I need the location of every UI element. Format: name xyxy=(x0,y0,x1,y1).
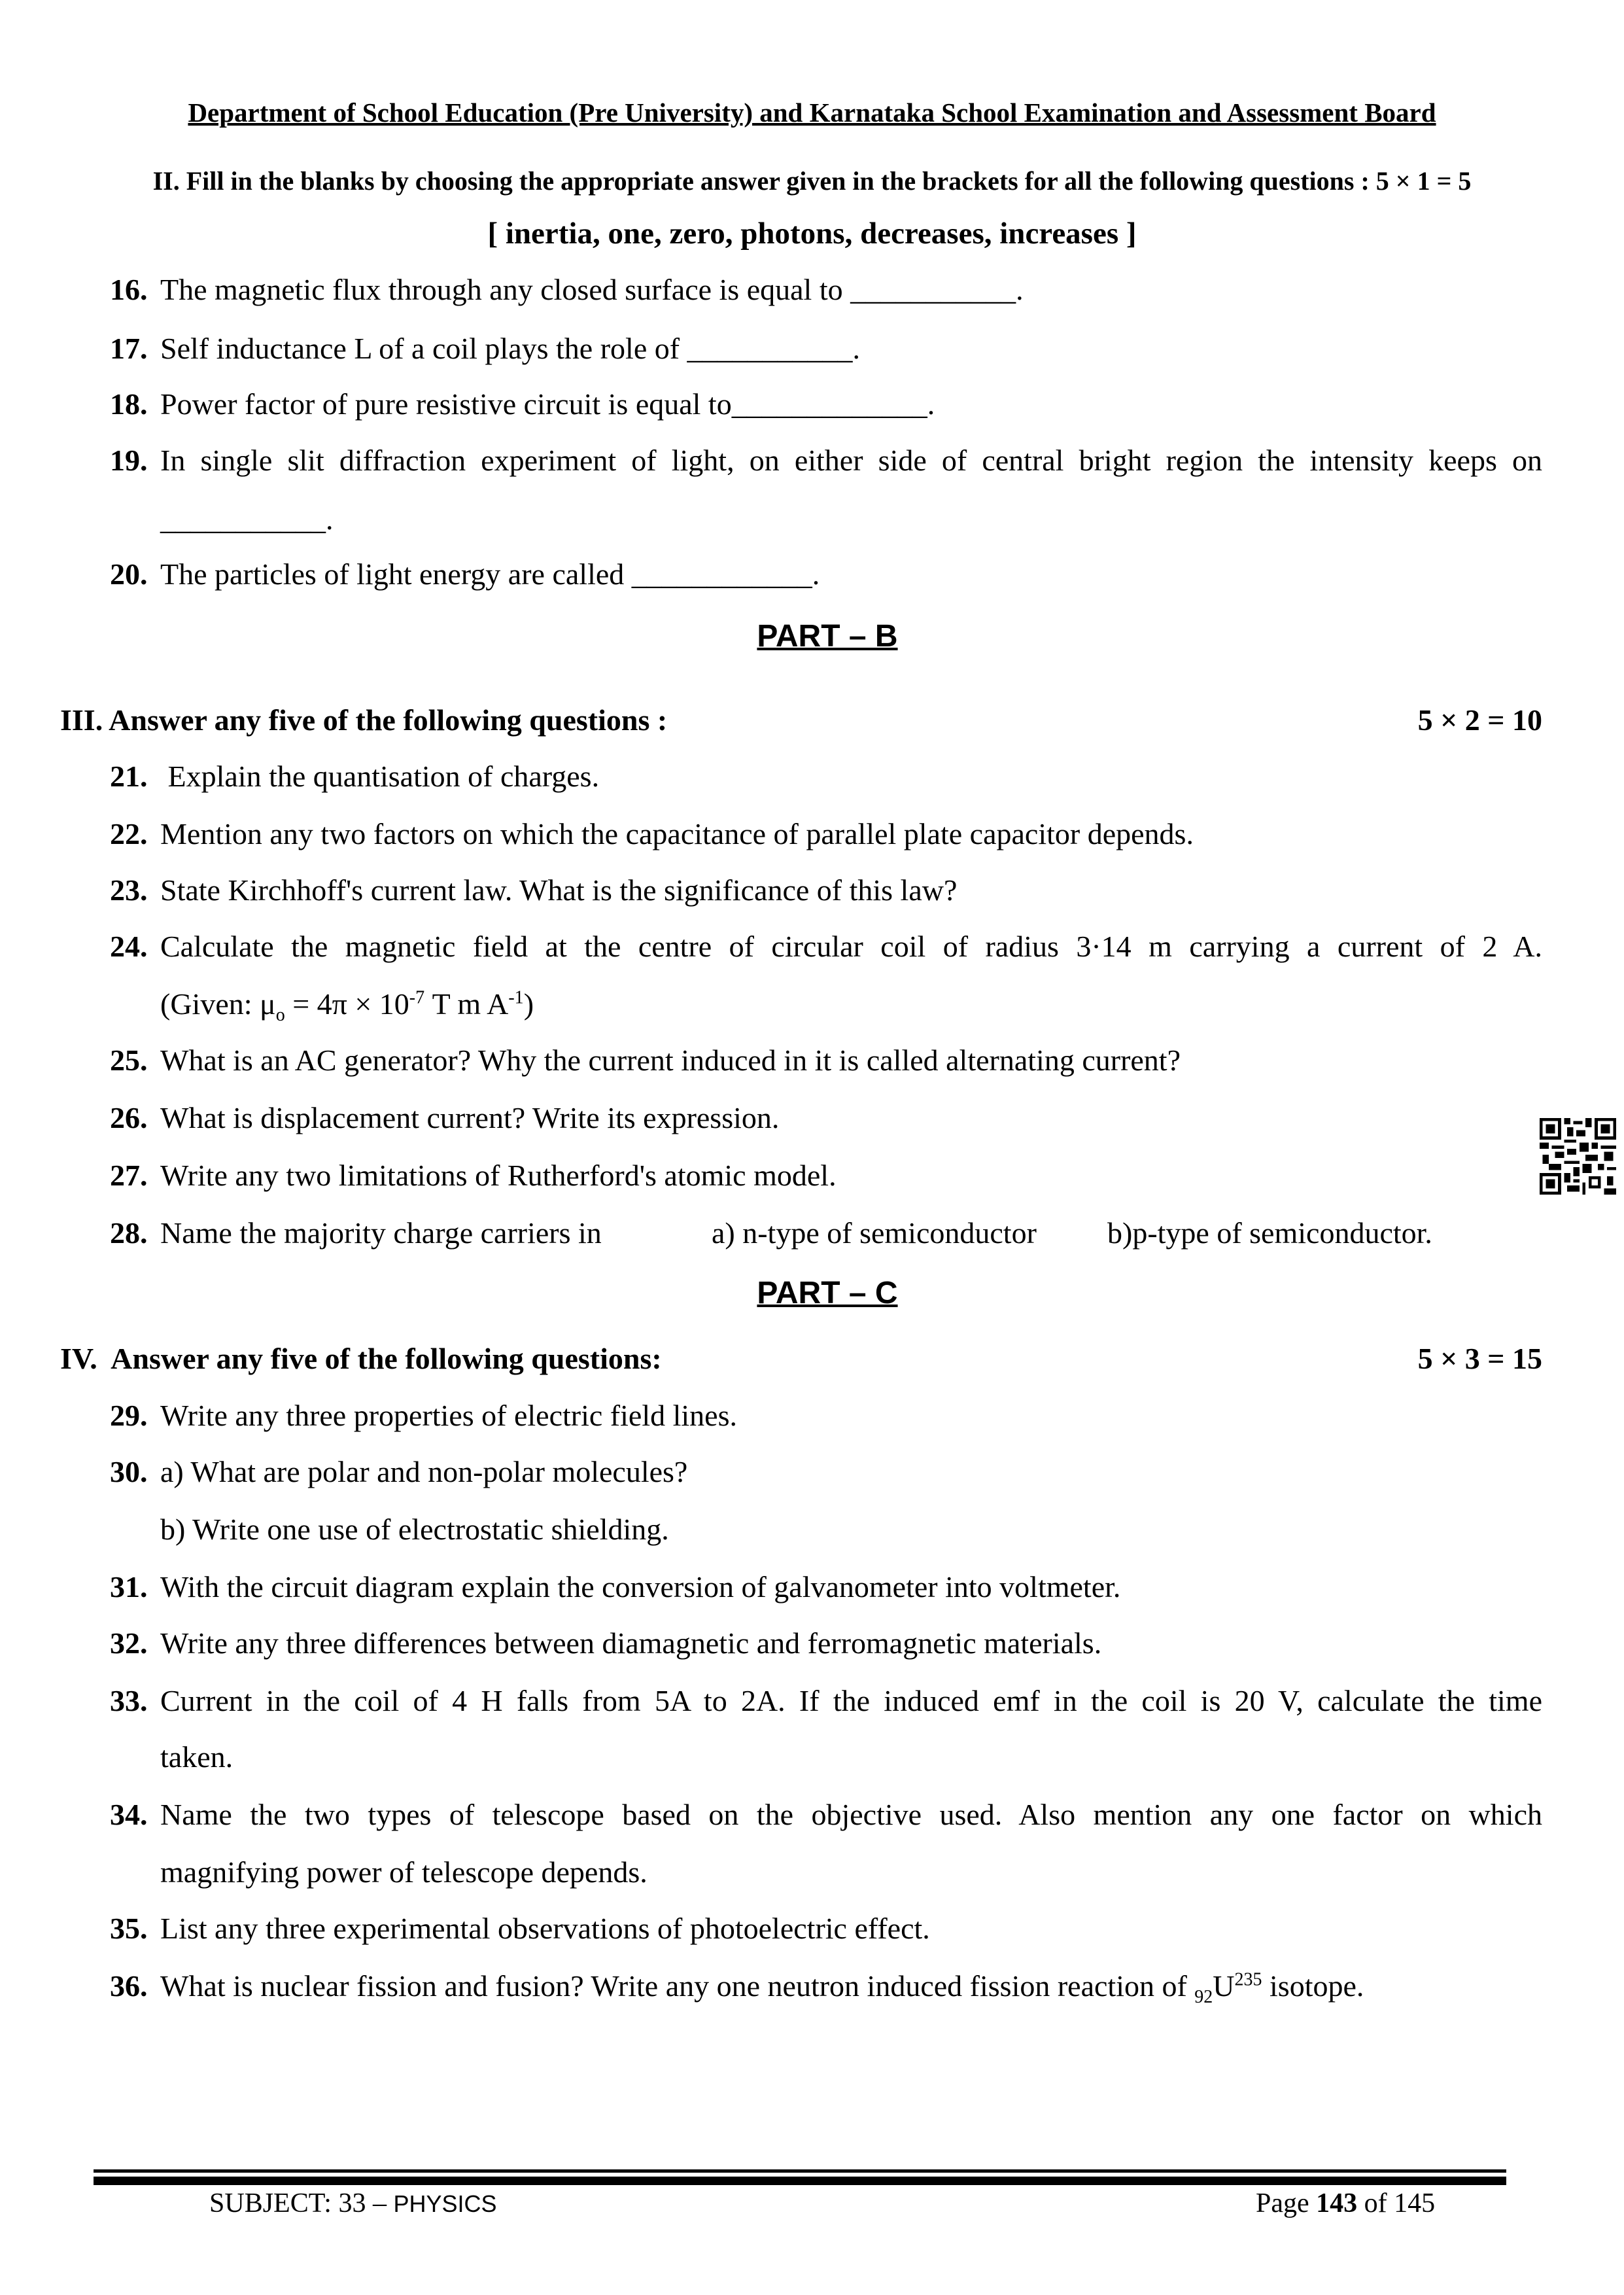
part-b-heading: PART – B xyxy=(757,619,898,654)
question-34-cont: magnifying power of telescope depends. xyxy=(160,1855,648,1889)
question-26: 26. What is displacement current? Write its expression. xyxy=(110,1101,780,1134)
question-23: 23. State Kirchhoff's current law. What is the significance of this law? xyxy=(110,873,958,907)
section-iii-row: III. Answer any five of the following questions : 5 × 2 = 10 xyxy=(60,703,1542,737)
question-19-cont: ___________. xyxy=(160,502,334,536)
question-32: 32. Write any three differences between diamagnetic and ferromagnetic materials. xyxy=(110,1626,1102,1660)
question-25: 25. What is an AC generator? Why the current induced in it is called alternating current? xyxy=(110,1043,1181,1077)
footer-rule-thin xyxy=(94,2169,1506,2173)
footer-subject: SUBJECT: 33 – PHYSICS xyxy=(209,2188,497,2218)
question-35: 35. List any three experimental observations of photoelectric effect. xyxy=(110,1912,930,1945)
question-30: 30. a) What are polar and non-polar molecules? xyxy=(110,1455,688,1488)
question-18: 18. Power factor of pure resistive circuit is equal to_____________. xyxy=(110,387,935,421)
answer-choices: [ inertia, one, zero, photons, decreases, increases ] xyxy=(487,217,1137,251)
question-36: 36. What is nuclear fission and fusion? Write any one neutron induced fission reaction of $_{92}U^{235}$ isotope. xyxy=(110,1969,1364,2008)
question-30-b: b) Write one use of electrostatic shielding. xyxy=(160,1513,669,1546)
question-33-cont: taken. xyxy=(160,1740,233,1774)
question-19: 19. In single slit diffraction experiment of light, on either side of central bright region the intensity keeps on xyxy=(110,444,1542,477)
question-29: 29. Write any three properties of electric field lines. xyxy=(110,1399,737,1432)
section-ii-title: II. Fill in the blanks by choosing the appropriate answer given in the brackets for all the following questions : 5 × 1 = 5 xyxy=(152,166,1472,196)
question-21: 21. Explain the quantisation of charges. xyxy=(110,760,600,793)
question-27: 27. Write any two limitations of Rutherford's atomic model. xyxy=(110,1159,837,1192)
question-31: 31. With the circuit diagram explain the conversion of galvanometer into voltmeter. xyxy=(110,1570,1121,1603)
question-20: 20. The particles of light energy are called ____________. xyxy=(110,557,820,591)
question-34: 34. Name the two types of telescope based on the objective used. Also mention any one factor on which xyxy=(110,1798,1542,1831)
footer-page-number: Page 143 of 145 xyxy=(1256,2188,1436,2218)
footer-rule-thick xyxy=(94,2177,1506,2185)
question-24-given: (Given: $\mu_o = 4\pi \times 10^{-7}$ T m $A^{-1}$) xyxy=(160,987,534,1026)
board-header: Department of School Education (Pre University) and Karnataka School Examination and Assessment Board xyxy=(188,97,1436,128)
part-c-heading: PART – C xyxy=(757,1276,898,1310)
question-16: 16. The magnetic flux through any closed surface is equal to ___________. xyxy=(110,273,1024,306)
question-33: 33. Current in the coil of 4 H falls from 5A to 2A. If the induced emf in the coil is 20 V, calculate the time xyxy=(110,1684,1542,1717)
question-17: 17. Self inductance L of a coil plays the role of ___________. xyxy=(110,332,861,365)
question-28: 28. Name the majority charge carriers in a) n-type of semiconductor b)p-type of semiconductor. xyxy=(110,1216,1432,1250)
qr-code-icon[interactable] xyxy=(1540,1118,1616,1195)
question-22: 22. Mention any two factors on which the capacitance of parallel plate capacitor depends. xyxy=(110,817,1194,850)
section-iv-row: IV. Answer any five of the following questions: 5 × 3 = 15 xyxy=(60,1342,1542,1375)
question-24: 24. Calculate the magnetic field at the centre of circular coil of radius 3·14 m carrying a current of 2 A. xyxy=(110,930,1542,963)
